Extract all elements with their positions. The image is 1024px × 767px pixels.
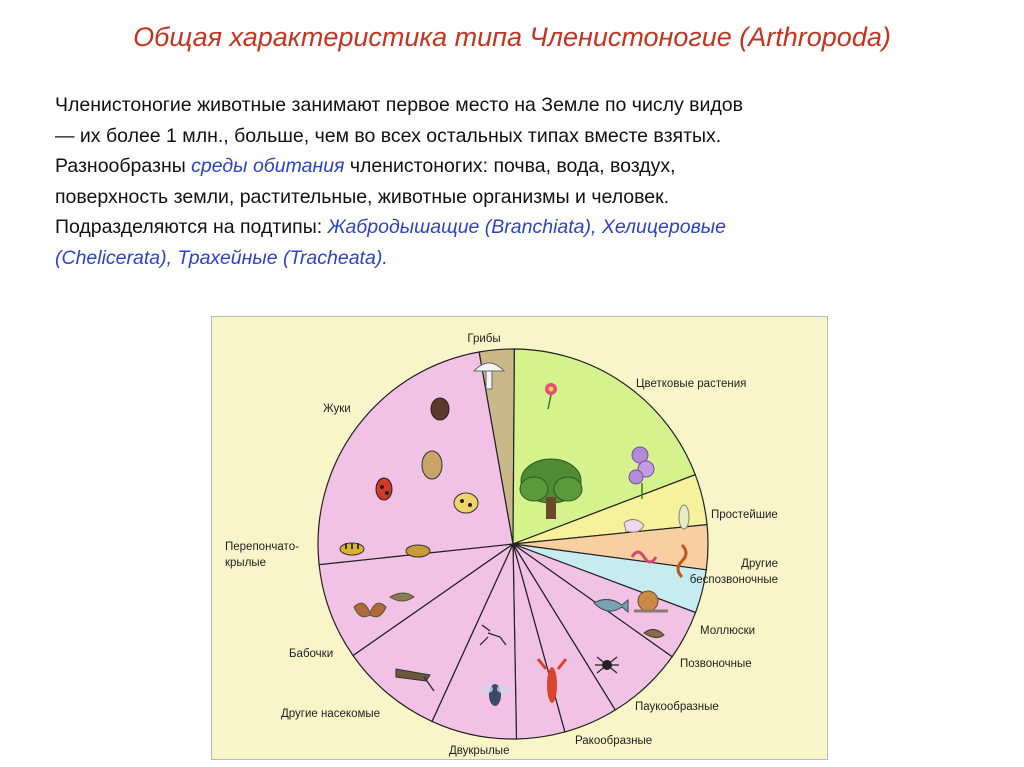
label-beetles: Жуки: [323, 403, 351, 415]
paragraph-text: Подразделяются на подтипы:: [55, 216, 328, 238]
paragraph-line-4: поверхность земли, растительные, животные организмы и человек.: [55, 185, 670, 208]
label-arachnids: Паукообразные: [635, 701, 719, 713]
label-other-insects: Другие насекомые: [281, 708, 381, 720]
label-vertebrates: Позвоночные: [680, 658, 752, 670]
paragraph-period: .: [382, 246, 388, 269]
pie-slice-12: [318, 352, 513, 565]
subtypes-link-cont[interactable]: (Chelicerata), Трахейные (Tracheata): [55, 246, 383, 269]
label-hymenoptera-1: Перепончато-: [225, 541, 299, 553]
subtypes-link[interactable]: Жабродышащие (Branchiata), Хелицеровые: [327, 216, 726, 238]
paragraph-line-1: Членистоногие животные занимают первое место на Земле по числу видов: [55, 94, 743, 116]
label-other-invertebrates-2: беспозвоночные: [689, 574, 778, 586]
label-fungi: Грибы: [467, 333, 501, 345]
label-crustaceans: Ракообразные: [575, 735, 653, 747]
paragraph-line-5: [55, 212, 985, 243]
habitat-link[interactable]: среды обитания: [191, 155, 345, 177]
paragraph-line-3: [55, 151, 985, 182]
label-other-invertebrates-1: Другие: [741, 558, 778, 570]
pie-chart-svg: [212, 317, 827, 759]
paragraph-text: Разнообразны: [55, 155, 192, 177]
paragraph-text: членистоногих: почва, вода, воздух,: [344, 155, 676, 177]
species-pie-chart: [211, 316, 828, 760]
paragraph-line-2: — их более 1 млн., больше, чем во всех остальных типах вместе взятых.: [55, 124, 722, 147]
paragraph-line-6: [55, 243, 985, 274]
label-butterflies: Бабочки: [289, 648, 334, 660]
description-paragraph: [55, 90, 985, 273]
label-mollusks: Моллюски: [700, 625, 756, 637]
label-hymenoptera-2: крылые: [225, 557, 267, 569]
label-protozoa: Простейшие: [711, 509, 778, 521]
pie-slices: [318, 349, 708, 739]
label-plants: Цветковые растения: [636, 378, 747, 390]
label-diptera: Двукрылые: [449, 745, 510, 757]
page-title: Общая характеристика типа Членистоногие (Arthropoda): [133, 22, 891, 52]
